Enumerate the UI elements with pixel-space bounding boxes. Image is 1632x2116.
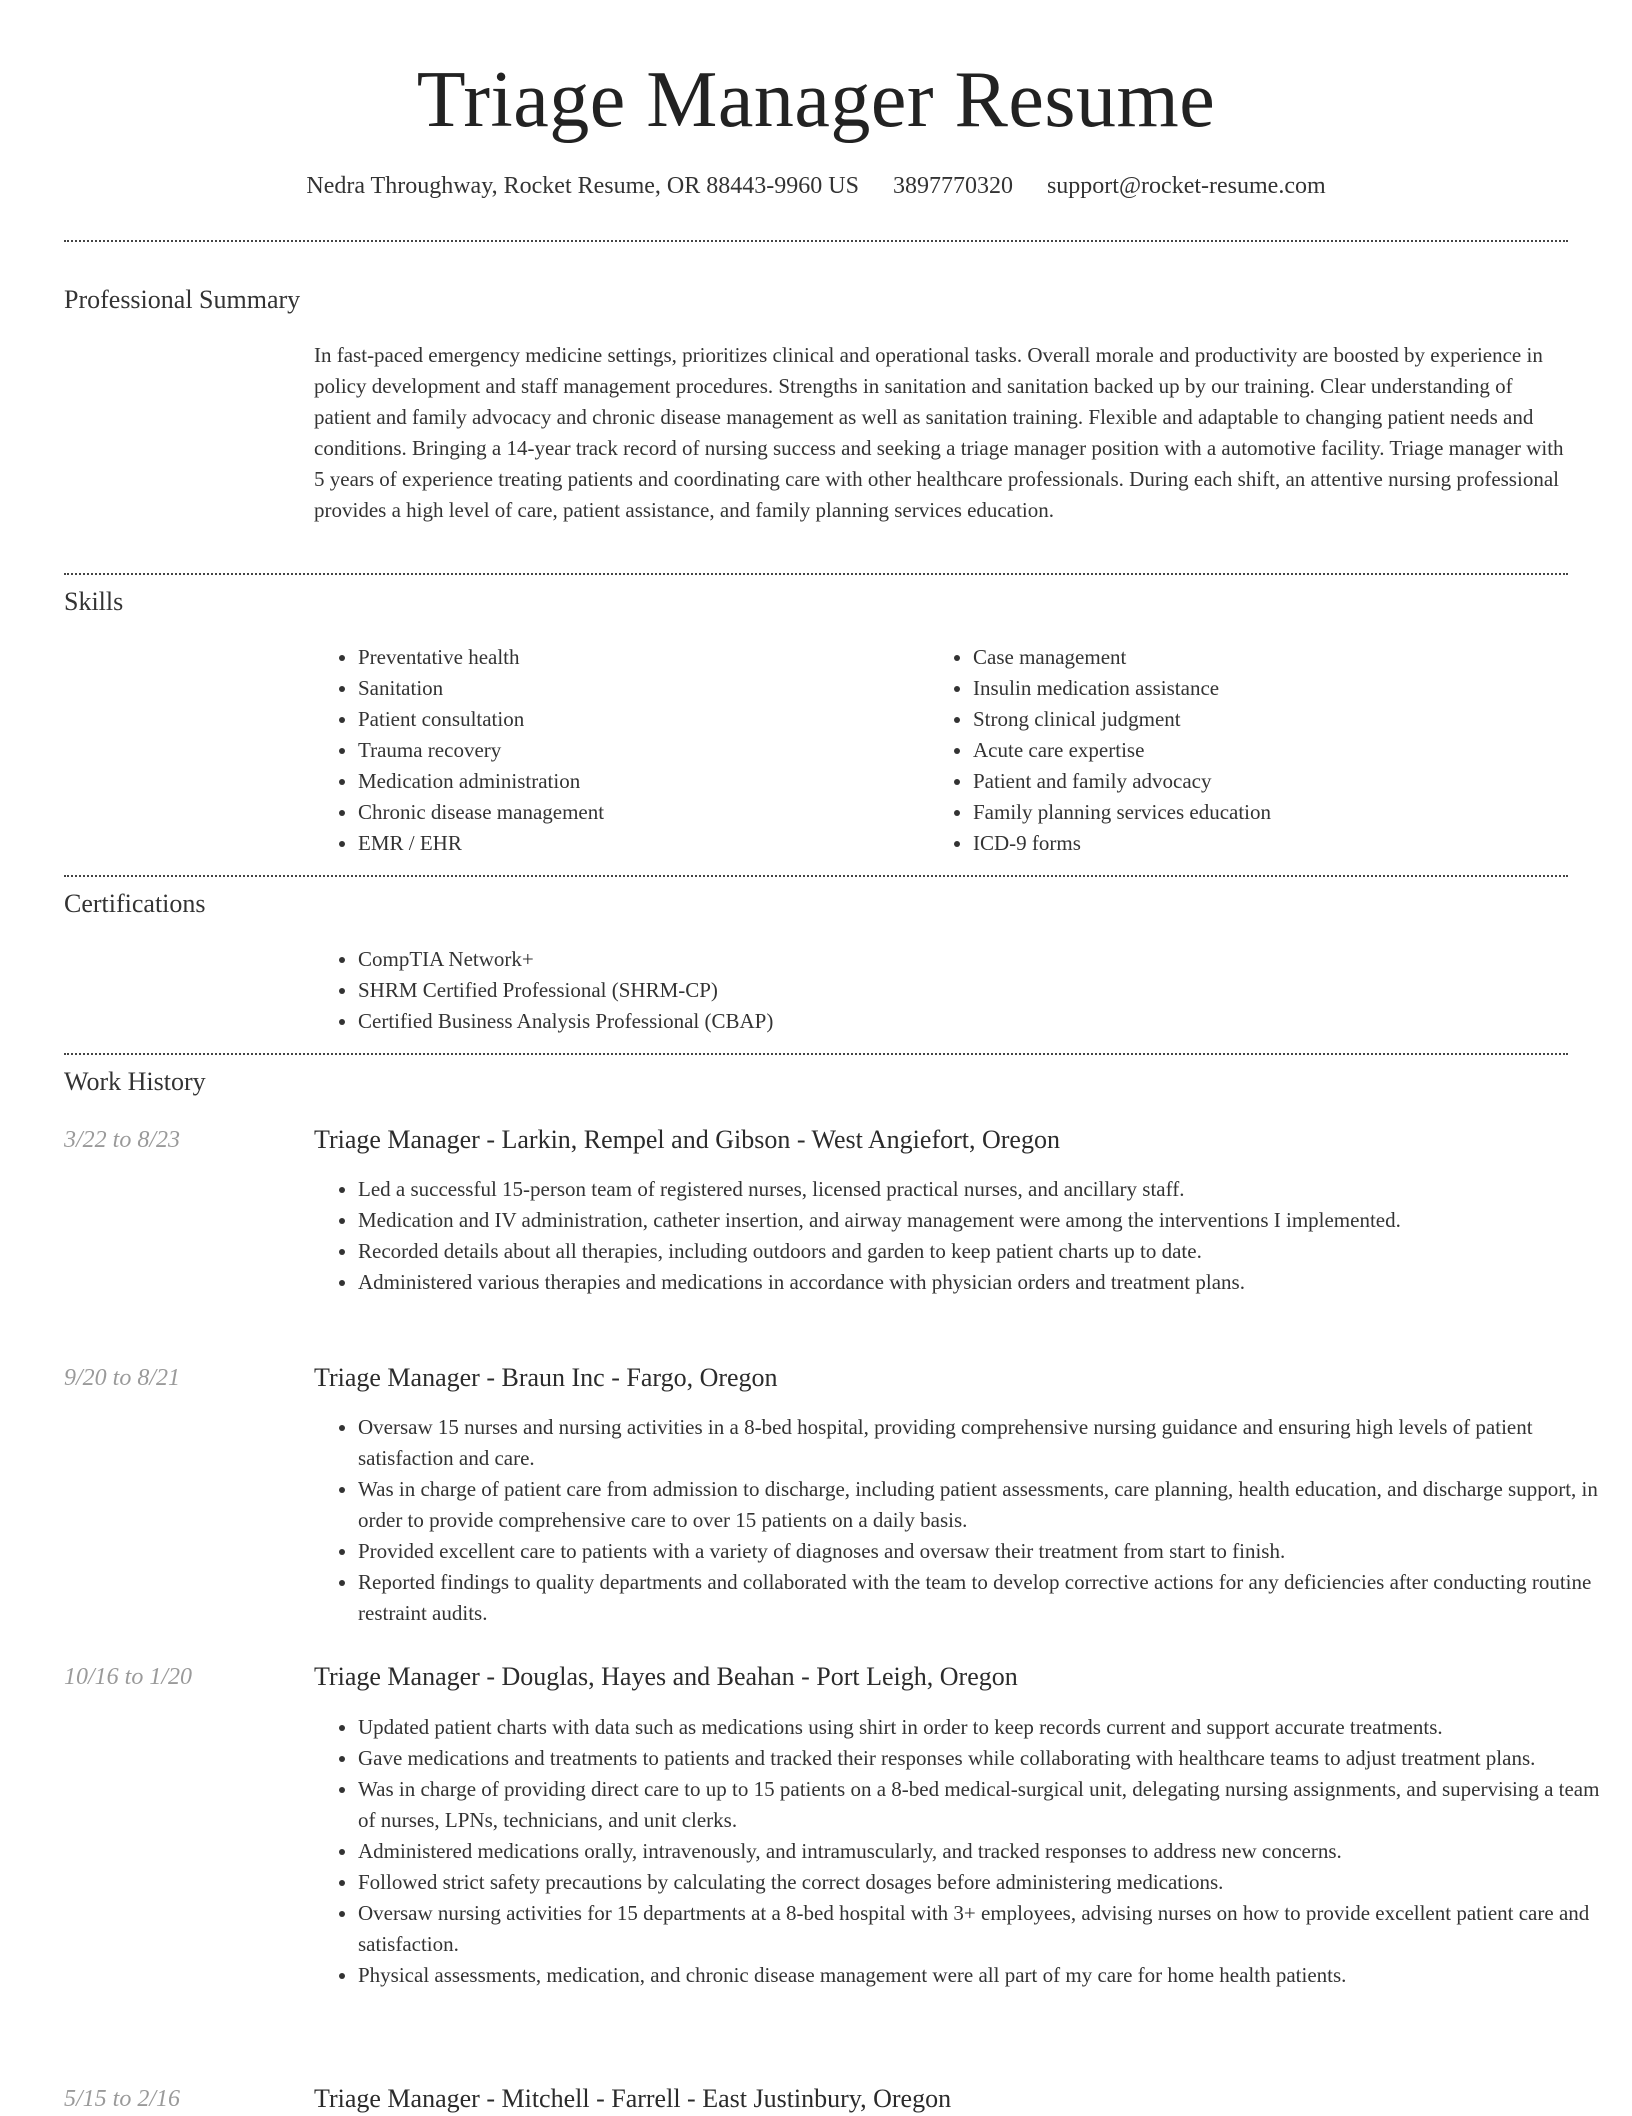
job-bullet: • Was in charge of patient care from admission to discharge, including patient assessments, care planning, health education, and discharge support, in order to provide comprehensive care to over 15 patients on a daily basis. (358, 1474, 1608, 1536)
skills-list-right (929, 642, 1593, 859)
divider (64, 573, 1568, 575)
contact-email: support@rocket-resume.com (1046, 173, 1326, 199)
resume-title: Triage Manager Resume (416, 56, 1216, 144)
job-bullet: • Physical assessments, medication, and chronic disease management were all part of my care for home health patients. (358, 1960, 1608, 1991)
job-bullets (314, 1712, 1608, 1991)
job-dates: 10/16 to 1/20 (64, 1664, 193, 1690)
skill-item: • Strong clinical judgment (973, 704, 1593, 735)
job-dates: 9/20 to 8/21 (64, 1365, 181, 1391)
job-bullet: • Led a successful 15-person team of registered nurses, licensed practical nurses, and ancillary staff. (358, 1174, 1608, 1205)
skill-item: • Medication administration (358, 766, 928, 797)
contact-address: Nedra Throughway, Rocket Resume, OR 88443-9960 US (306, 173, 859, 199)
divider (64, 240, 1568, 242)
skill-item: • Patient and family advocacy (973, 766, 1593, 797)
section-heading-certifications: Certifications (64, 889, 206, 918)
section-heading-skills: Skills (64, 587, 124, 616)
job-dates: 5/15 to 2/16 (64, 2086, 181, 2112)
contact-phone: 3897770320 (892, 173, 1013, 199)
job-bullet: • Administered various therapies and medications in accordance with physician orders and treatment plans. (358, 1267, 1608, 1298)
certification-item: • CompTIA Network+ (358, 944, 1608, 975)
skill-item: • Family planning services education (973, 797, 1593, 828)
skills-list-left (314, 642, 928, 859)
divider (64, 875, 1568, 877)
job-bullet: • Oversaw 15 nurses and nursing activities in a 8-bed hospital, providing comprehensive nursing guidance and ensuring high levels of patient satisfaction and care. (358, 1412, 1608, 1474)
certification-item: • Certified Business Analysis Professional (CBAP) (358, 1006, 1608, 1037)
skill-item: • Chronic disease management (358, 797, 928, 828)
skill-item: • Trauma recovery (358, 735, 928, 766)
skill-item: • Case management (973, 642, 1593, 673)
job-bullet: • Administered medications orally, intravenously, and intramuscularly, and tracked responses to address new concerns. (358, 1836, 1608, 1867)
certification-item: • SHRM Certified Professional (SHRM-CP) (358, 975, 1608, 1006)
skill-item: • EMR / EHR (358, 828, 928, 859)
summary-text: In fast-paced emergency medicine settings, prioritizes clinical and operational tasks. Overall morale and productivity are boosted by experience in policy development and staff management procedures. Strengths in sanitation and sanitation backed up by our training. Clear understanding of patient and family advocacy and chronic disease management as well as sanitation training. Flexible and adaptable to changing patient needs and conditions. Bringing a 14-year track record of nursing success and seeking a triage manager position with a automotive facility. Triage manager with 5 years of experience treating patients and coordinating care with other healthcare professionals. During each shift, an attentive nursing professional provides a high level of care, patient assistance, and family planning services education. (314, 343, 1564, 522)
skill-item: • Preventative health (358, 642, 928, 673)
section-heading-work-history: Work History (64, 1067, 206, 1096)
job-bullet: • Updated patient charts with data such as medications using shirt in order to keep records current and support accurate treatments. (358, 1712, 1608, 1743)
skill-item: • Acute care expertise (973, 735, 1593, 766)
job-bullets (314, 1174, 1608, 1298)
skill-item: • Sanitation (358, 673, 928, 704)
contact-line (0, 170, 1632, 202)
job-bullet: • Followed strict safety precautions by calculating the correct dosages before administering medications. (358, 1867, 1608, 1898)
certifications-list (314, 944, 1608, 1037)
skill-item: • Insulin medication assistance (973, 673, 1593, 704)
divider (64, 1053, 1568, 1055)
skill-item: • Patient consultation (358, 704, 928, 735)
job-title: Triage Manager - Mitchell - Farrell - East Justinbury, Oregon (314, 2084, 952, 2113)
job-bullet: • Recorded details about all therapies, including outdoors and garden to keep patient charts up to date. (358, 1236, 1608, 1267)
job-bullet: • Gave medications and treatments to patients and tracked their responses while collaborating with healthcare teams to adjust treatment plans. (358, 1743, 1608, 1774)
section-heading-summary: Professional Summary (64, 285, 301, 314)
job-bullet: • Was in charge of providing direct care to up to 15 patients on a 8-bed medical-surgical unit, delegating nursing assignments, and supervising a team of nurses, LPNs, technicians, and unit clerks. (358, 1774, 1608, 1836)
job-bullet: • Oversaw nursing activities for 15 departments at a 8-bed hospital with 3+ employees, advising nurses on how to provide excellent patient care and satisfaction. (358, 1898, 1608, 1960)
job-bullet: • Provided excellent care to patients with a variety of diagnoses and oversaw their treatment from start to finish. (358, 1536, 1608, 1567)
job-dates: 3/22 to 8/23 (64, 1127, 181, 1153)
skill-item: • ICD-9 forms (973, 828, 1593, 859)
job-title: Triage Manager - Douglas, Hayes and Beahan - Port Leigh, Oregon (314, 1662, 1018, 1691)
job-bullet: • Reported findings to quality departments and collaborated with the team to develop corrective actions for any deficiencies after conducting routine restraint audits. (358, 1567, 1608, 1629)
job-title: Triage Manager - Braun Inc - Fargo, Oregon (314, 1363, 778, 1392)
job-title: Triage Manager - Larkin, Rempel and Gibson - West Angiefort, Oregon (314, 1125, 1060, 1154)
job-bullets (314, 1412, 1608, 1629)
job-bullet: • Medication and IV administration, catheter insertion, and airway management were among the interventions I implemented. (358, 1205, 1608, 1236)
